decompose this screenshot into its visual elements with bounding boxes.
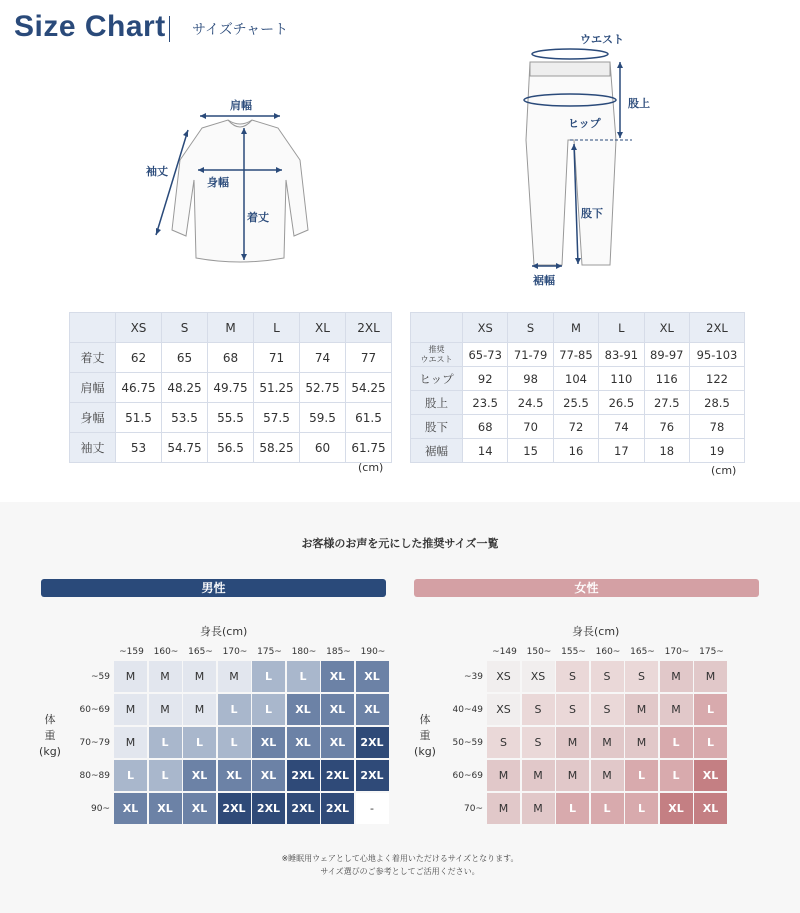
size-header: 2XL [689, 313, 744, 343]
weight-label-part: 体 [419, 713, 431, 726]
table-cell: 56.5 [208, 433, 254, 463]
top-table-header [70, 313, 392, 343]
table-row [70, 343, 392, 373]
table-cell: 70 [508, 415, 553, 439]
footnote-line-2: サイズ選びのご参考としてご活用ください。 [320, 867, 480, 876]
bottom-table-header [411, 313, 745, 343]
table-cell: 25.5 [553, 391, 598, 415]
table-cell: 54.25 [346, 373, 392, 403]
table-row [70, 433, 392, 463]
size-cell: M [522, 793, 555, 824]
table-cell: 78 [689, 415, 744, 439]
size-cell: S [556, 694, 589, 725]
size-cell: 2XL [218, 793, 251, 824]
row-label: ヒップ [411, 367, 463, 391]
height-column-label: 160~ [595, 647, 621, 657]
height-column-label: 185~ [326, 647, 351, 657]
height-column-label: 175~ [699, 647, 724, 657]
size-cell: M [625, 727, 658, 758]
table-row [411, 391, 745, 415]
sleeve-label: 袖丈 [146, 165, 168, 178]
size-cell: M [660, 661, 693, 692]
women-bar: 女性 [414, 579, 759, 597]
weight-row-label: 50~59 [452, 738, 483, 748]
table-cell: 116 [644, 367, 689, 391]
size-header: M [208, 313, 254, 343]
size-cell: L [287, 661, 320, 692]
size-header: XS [116, 313, 162, 343]
table-cell: 52.75 [300, 373, 346, 403]
size-header: XL [300, 313, 346, 343]
size-cell: M [556, 727, 589, 758]
size-cell: M [114, 661, 147, 692]
size-cell: L [149, 760, 182, 791]
table-cell: 59.5 [300, 403, 346, 433]
size-cell: M [556, 760, 589, 791]
size-cell: XS [487, 661, 520, 692]
table-cell: 26.5 [599, 391, 644, 415]
table-cell: 17 [599, 439, 644, 463]
size-cell: S [591, 661, 624, 692]
table-cell: 53.5 [162, 403, 208, 433]
height-column-label: 155~ [561, 647, 586, 657]
top-table-unit: (cm) [358, 461, 384, 474]
size-cell: L [660, 760, 693, 791]
size-header: XS [463, 313, 508, 343]
size-cell: S [487, 727, 520, 758]
weight-row-label: 60~69 [452, 771, 483, 781]
table-cell: 61.75 [346, 433, 392, 463]
size-cell: S [556, 661, 589, 692]
row-label: 袖丈 [70, 433, 116, 463]
size-cell: XS [487, 694, 520, 725]
size-cell: L [556, 793, 589, 824]
recommendation-title: お客様のお声を元にした推奨サイズ一覧 [301, 537, 499, 550]
page-title: Size Chart [14, 10, 166, 43]
table-cell: 51.5 [116, 403, 162, 433]
height-column-label: 170~ [222, 647, 248, 657]
table-cell: 51.25 [254, 373, 300, 403]
size-cell: M [114, 727, 147, 758]
row-label: 着丈 [70, 343, 116, 373]
table-cell: 48.25 [162, 373, 208, 403]
table-cell: 15 [508, 439, 553, 463]
hip-label: ヒップ [568, 117, 601, 130]
weight-label-part: 重 [419, 729, 431, 742]
table-cell: 76 [644, 415, 689, 439]
size-cell: 2XL [321, 760, 354, 791]
height-column-label: ~149 [492, 647, 517, 657]
size-cell: XL [321, 661, 354, 692]
rise-label: 股上 [628, 97, 650, 110]
size-cell: M [591, 727, 624, 758]
page-subtitle: サイズチャート [192, 22, 289, 38]
title-divider [169, 16, 170, 42]
size-cell: L [591, 793, 624, 824]
row-label: 推奨 ウエスト [411, 343, 463, 367]
size-cell: XL [356, 661, 389, 692]
size-cell: L [625, 793, 658, 824]
size-cell: XL [183, 793, 216, 824]
table-cell: 71 [254, 343, 300, 373]
size-cell: M [487, 760, 520, 791]
table-cell: 16 [553, 439, 598, 463]
weight-row-label: 40~49 [452, 705, 483, 715]
table-cell: 19 [689, 439, 744, 463]
size-cell: XL [183, 760, 216, 791]
weight-label-part: 体 [44, 713, 56, 726]
size-cell: L [149, 727, 182, 758]
size-cell: L [694, 694, 727, 725]
size-cell: M [694, 661, 727, 692]
height-column-label: 165~ [630, 647, 655, 657]
table-cell: 74 [300, 343, 346, 373]
table-row [411, 415, 745, 439]
table-cell: 74 [599, 415, 644, 439]
table-row [411, 343, 745, 367]
table-cell: 14 [463, 439, 508, 463]
table-cell: 60 [300, 433, 346, 463]
table-cell: 68 [208, 343, 254, 373]
shirt-illustration [140, 90, 340, 280]
table-cell: 54.75 [162, 433, 208, 463]
size-cell: XL [252, 727, 285, 758]
table-cell: 62 [116, 343, 162, 373]
shoulder-label: 肩幅 [230, 99, 252, 112]
size-cell: 2XL [252, 793, 285, 824]
table-cell: 57.5 [254, 403, 300, 433]
height-column-label: 150~ [526, 647, 552, 657]
table-cell: 95-103 [689, 343, 744, 367]
size-cell: L [218, 694, 251, 725]
table-cell: 65 [162, 343, 208, 373]
size-cell: 2XL [287, 760, 320, 791]
table-cell: 58.25 [254, 433, 300, 463]
size-cell: M [218, 661, 251, 692]
size-cell: M [183, 661, 216, 692]
size-header: M [553, 313, 598, 343]
height-column-label: 180~ [291, 647, 317, 657]
size-header: XL [644, 313, 689, 343]
pants-illustration [510, 40, 650, 280]
size-cell: L [218, 727, 251, 758]
size-cell: XL [321, 694, 354, 725]
size-cell: XL [660, 793, 693, 824]
size-cell: M [487, 793, 520, 824]
table-row [70, 373, 392, 403]
height-column-label: 170~ [664, 647, 690, 657]
size-cell: L [660, 727, 693, 758]
men-height-label: 身長(cm) [200, 625, 248, 638]
shirt-diagram [140, 90, 340, 280]
length-label: 着丈 [247, 211, 269, 224]
size-header: L [254, 313, 300, 343]
size-cell: XL [287, 727, 320, 758]
size-cell: S [591, 694, 624, 725]
size-cell: L [694, 727, 727, 758]
table-cell: 83-91 [599, 343, 644, 367]
size-header: S [508, 313, 553, 343]
row-label: 肩幅 [70, 373, 116, 403]
men-weight-label [38, 712, 62, 760]
weight-row-label: 70~79 [79, 738, 110, 748]
size-cell: M [114, 694, 147, 725]
size-cell: M [183, 694, 216, 725]
size-cell: XL [356, 694, 389, 725]
size-cell: XL [149, 793, 182, 824]
men-bar: 男性 [41, 579, 386, 597]
size-cell: L [114, 760, 147, 791]
pants-diagram [510, 40, 650, 280]
table-cell: 98 [508, 367, 553, 391]
height-column-label: 165~ [188, 647, 213, 657]
top-size-table [69, 312, 392, 463]
table-cell: 18 [644, 439, 689, 463]
table-cell: 92 [463, 367, 508, 391]
weight-label-part: (kg) [39, 745, 61, 758]
weight-row-label: 80~89 [79, 771, 110, 781]
size-cell: S [522, 694, 555, 725]
row-label: 股下 [411, 415, 463, 439]
height-column-label: 160~ [153, 647, 179, 657]
bottom-size-table [410, 312, 745, 463]
table-cell: 53 [116, 433, 162, 463]
weight-row-label: 90~ [91, 804, 110, 814]
table-cell: 65-73 [463, 343, 508, 367]
height-column-label: 190~ [360, 647, 386, 657]
women-weight-label [413, 712, 437, 760]
size-cell: XL [321, 727, 354, 758]
table-row [411, 367, 745, 391]
table-cell: 24.5 [508, 391, 553, 415]
size-header: L [599, 313, 644, 343]
size-cell: - [356, 793, 389, 824]
size-cell: XL [252, 760, 285, 791]
table-cell: 77 [346, 343, 392, 373]
size-header: 2XL [346, 313, 392, 343]
table-cell: 61.5 [346, 403, 392, 433]
size-cell: 2XL [356, 727, 389, 758]
table-cell: 104 [553, 367, 598, 391]
size-cell: M [522, 760, 555, 791]
weight-label-part: 重 [44, 729, 56, 742]
row-label: 股上 [411, 391, 463, 415]
size-cell: S [522, 727, 555, 758]
size-cell: M [625, 694, 658, 725]
footnote-line-1: ※睡眠用ウェアとして心地よく着用いただけるサイズとなります。 [281, 854, 519, 863]
table-cell: 68 [463, 415, 508, 439]
size-cell: L [625, 760, 658, 791]
row-label: 裾幅 [411, 439, 463, 463]
size-cell: XL [694, 760, 727, 791]
women-height-label: 身長(cm) [572, 625, 620, 638]
table-cell: 55.5 [208, 403, 254, 433]
table-row [411, 439, 745, 463]
table-corner [70, 313, 116, 343]
size-cell: M [660, 694, 693, 725]
size-cell: L [252, 661, 285, 692]
size-header: S [162, 313, 208, 343]
weight-row-label: ~59 [91, 672, 110, 682]
height-column-label: ~159 [119, 647, 144, 657]
size-cell: XL [287, 694, 320, 725]
size-cell: L [183, 727, 216, 758]
table-cell: 110 [599, 367, 644, 391]
table-cell: 49.75 [208, 373, 254, 403]
weight-label-part: (kg) [414, 745, 436, 758]
bottom-table-unit: (cm) [711, 464, 737, 477]
size-cell: M [591, 760, 624, 791]
table-cell: 23.5 [463, 391, 508, 415]
size-cell: XS [522, 661, 555, 692]
height-column-label: 175~ [257, 647, 282, 657]
size-cell: XL [114, 793, 147, 824]
table-cell: 71-79 [508, 343, 553, 367]
size-cell: M [149, 661, 182, 692]
table-corner [411, 313, 463, 343]
weight-row-label: 60~69 [79, 705, 110, 715]
hem-label: 裾幅 [533, 274, 555, 287]
table-cell: 27.5 [644, 391, 689, 415]
table-cell: 122 [689, 367, 744, 391]
table-cell: 77-85 [553, 343, 598, 367]
table-cell: 89-97 [644, 343, 689, 367]
weight-row-label: 70~ [464, 804, 483, 814]
body-width-label: 身幅 [207, 176, 229, 189]
table-cell: 72 [553, 415, 598, 439]
row-label: 身幅 [70, 403, 116, 433]
size-cell: XL [218, 760, 251, 791]
size-cell: 2XL [287, 793, 320, 824]
size-cell: M [149, 694, 182, 725]
size-cell: XL [694, 793, 727, 824]
size-cell: 2XL [356, 760, 389, 791]
table-row [70, 403, 392, 433]
table-cell: 46.75 [116, 373, 162, 403]
table-cell: 28.5 [689, 391, 744, 415]
inseam-label: 股下 [581, 207, 603, 220]
size-cell: L [252, 694, 285, 725]
waist-label: ウエスト [580, 33, 624, 46]
size-cell: 2XL [321, 793, 354, 824]
weight-row-label: ~39 [464, 672, 483, 682]
size-cell: S [625, 661, 658, 692]
